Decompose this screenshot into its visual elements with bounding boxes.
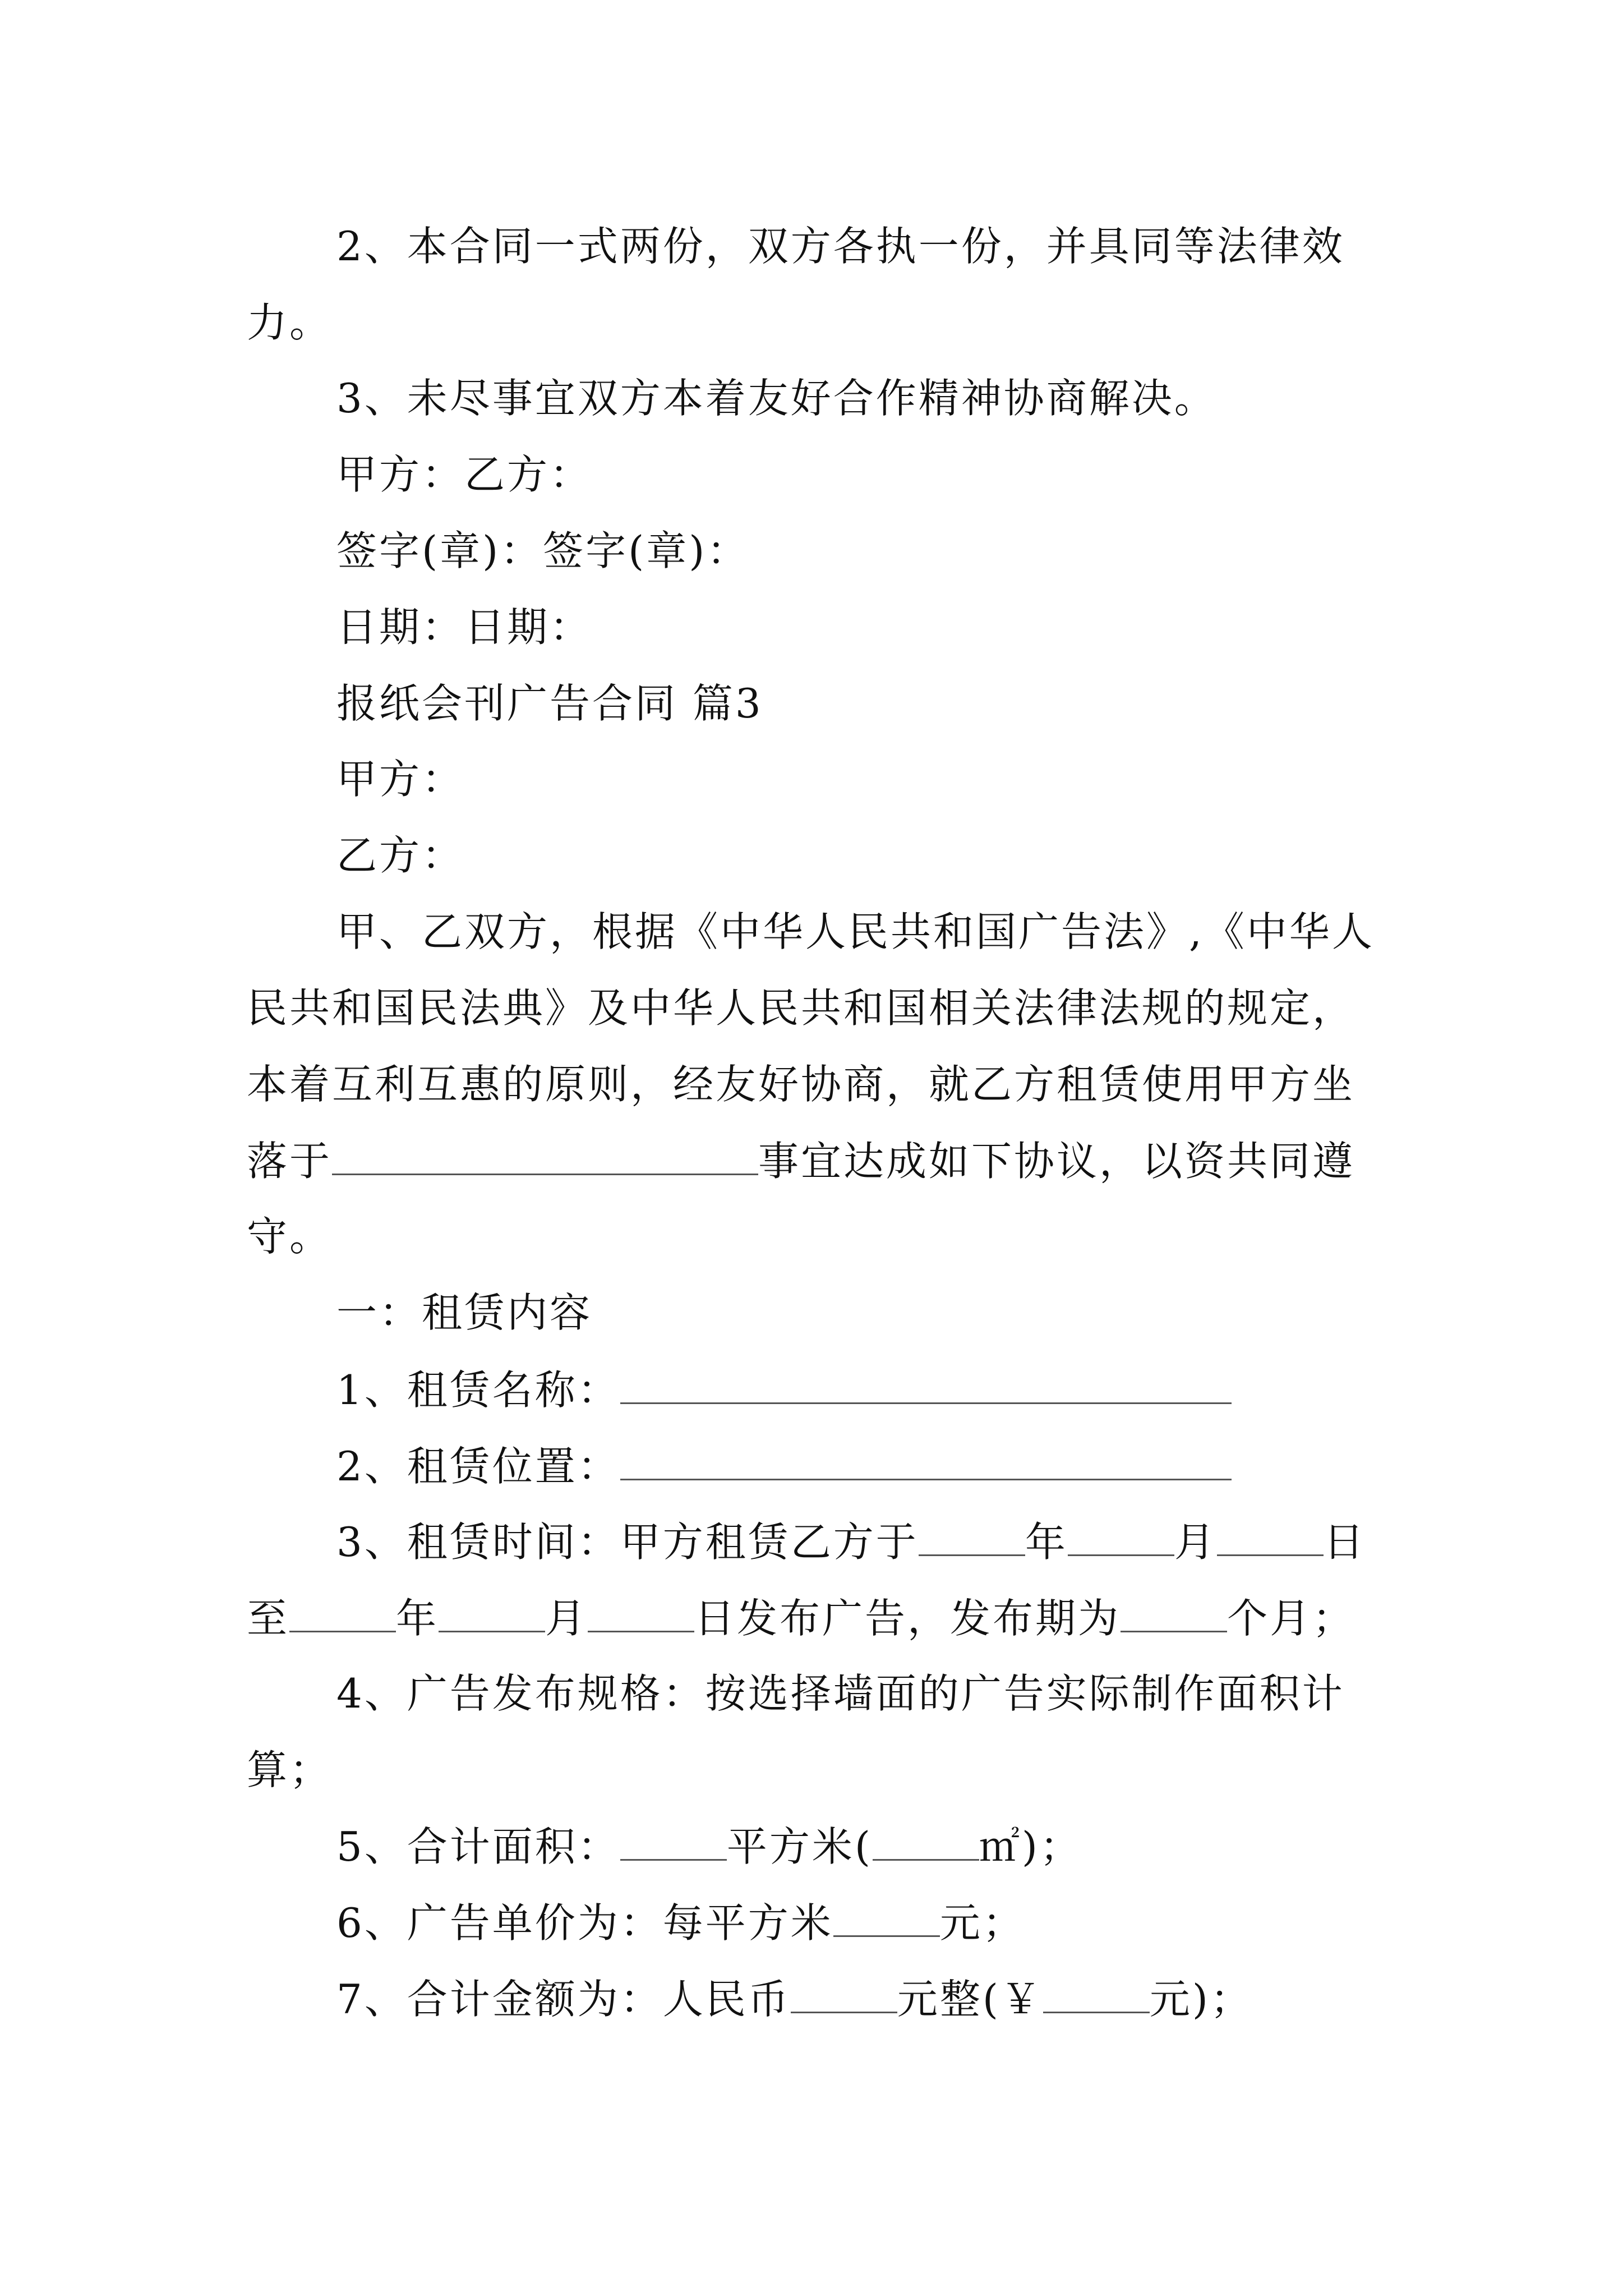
date-labels [336,604,593,651]
intro-line-3 [247,1061,1355,1108]
text: 签字(章)：签字(章)： [336,527,750,574]
fill-blank-location [332,1140,758,1175]
text: 报纸会刊广告合同 篇3 [336,680,763,727]
text: 年 [1025,1519,1068,1566]
clause-3 [336,375,1217,422]
text: 2、本合同一式两份，双方各执一份，并具同等法律效 [336,223,1345,270]
fill-blank-month [1068,1521,1174,1556]
intro-line-2 [247,984,1355,1032]
text: 甲、乙双方，根据《中华人民共和国广告法》,《中华人 [336,908,1375,955]
text: 个月； [1227,1595,1355,1642]
lease-item-1 [336,1366,1232,1414]
party-a-label [336,756,465,803]
text: 3、未尽事宜双方本着友好合作精神协商解决。 [336,375,1217,422]
fill-blank-month [439,1597,545,1632]
text: 元； [939,1899,1025,1947]
text: 2、租赁位置： [336,1443,620,1490]
text: 4、广告发布规格：按选择墙面的广告实际制作面积计 [336,1670,1345,1717]
text: 5、合计面积： [336,1823,620,1870]
text: 1、租赁名称： [336,1366,620,1414]
intro-line-5 [247,1213,333,1260]
lease-item-7 [336,1976,1253,2023]
text: 算； [247,1746,333,1793]
fill-blank-day [588,1597,694,1632]
text: 甲方：乙方： [336,451,593,498]
text: 元)； [1149,1976,1253,2023]
text: 事宜达成如下协议，以资共同遵 [758,1138,1355,1185]
text: 日 [1323,1519,1366,1566]
fill-blank-lease-location [620,1445,1232,1480]
lease-item-4-line-2 [247,1746,333,1793]
lease-item-3-line-2 [247,1595,1355,1642]
text: 年 [396,1595,439,1642]
clause-2-line-1 [336,223,1345,270]
lease-item-3-line-1 [336,1519,1366,1566]
text: 民共和国民法典》及中华人民共和国相关法律法规的规定， [247,984,1355,1032]
lease-item-4-line-1 [336,1670,1345,1717]
text: 元整(￥ [897,1976,1043,2023]
clause-2-line-2 [247,299,333,346]
lease-item-5 [336,1823,1082,1870]
fill-blank-year [289,1597,396,1632]
party-labels [336,451,593,498]
text: ㎡)； [979,1823,1082,1870]
text: 本着互利互惠的原则，经友好协商，就乙方租赁使用甲方坐 [247,1061,1355,1108]
fill-blank-months [1121,1597,1227,1632]
lease-item-6 [336,1899,1025,1947]
text: 落于 [247,1138,333,1185]
intro-line-1 [336,908,1375,955]
text: 6、广告单价为：每平方米 [336,1899,833,1947]
text: 至 [247,1595,290,1642]
text: 守。 [247,1213,333,1260]
text: 甲方： [336,756,465,803]
fill-blank-total-yuan [1043,1978,1150,2013]
fill-blank-lease-name [620,1369,1232,1404]
text: 日期：日期： [336,604,593,651]
lease-heading [336,1289,593,1336]
text: 乙方： [336,832,465,879]
text: 力。 [247,299,333,346]
text: 平方米( [726,1823,873,1870]
fill-blank-unit-price [833,1902,940,1937]
fill-blank-year [919,1521,1025,1556]
text: 一：租赁内容 [336,1289,593,1336]
signature-labels [336,527,750,574]
fill-blank-area [620,1825,727,1861]
text: 日发布广告，发布期为 [694,1595,1121,1642]
intro-line-4 [247,1138,1355,1185]
fill-blank-total-rmb [791,1978,897,2013]
section-title [336,680,763,727]
fill-blank-area-m2 [873,1825,979,1861]
text: 3、租赁时间：甲方租赁乙方于 [336,1519,919,1566]
text: 7、合计金额为：人民币 [336,1976,791,2023]
text: 月 [1174,1519,1217,1566]
party-b-label [336,832,465,879]
text: 月 [545,1595,588,1642]
fill-blank-day [1217,1521,1324,1556]
lease-item-2 [336,1443,1232,1490]
